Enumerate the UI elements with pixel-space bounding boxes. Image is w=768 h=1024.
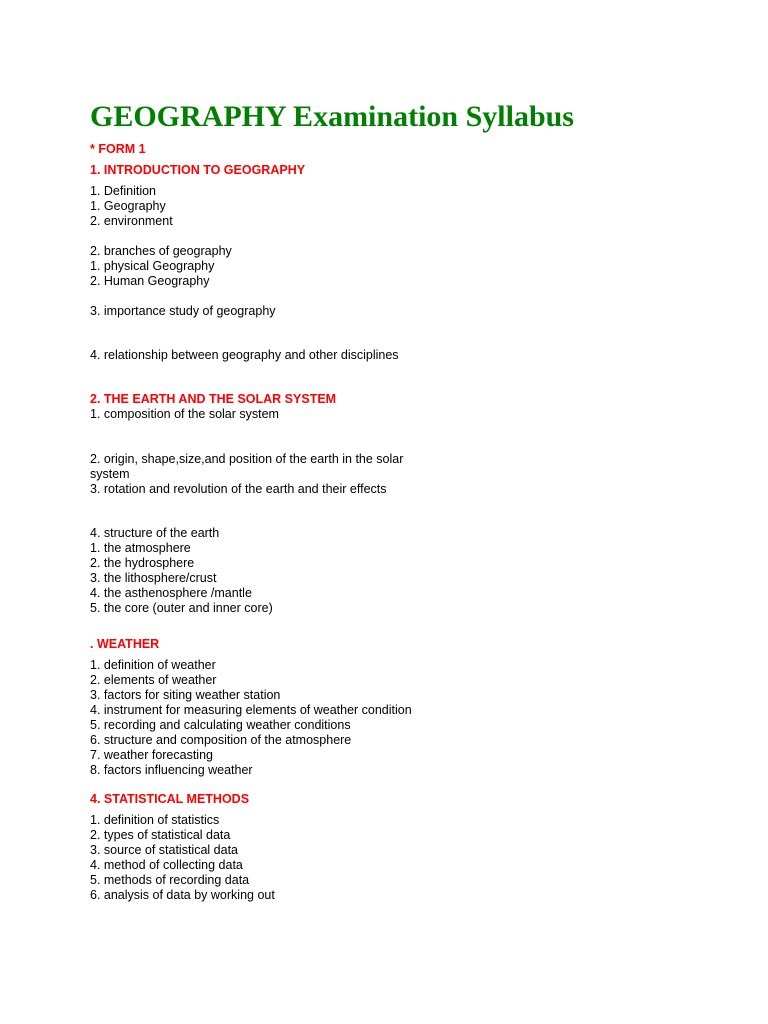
list-item: 4. structure of the earth: [90, 526, 220, 540]
list-item: 3. rotation and revolution of the earth and their effects: [90, 482, 387, 496]
section-heading-weather: . WEATHER: [90, 637, 160, 651]
list-group: [90, 184, 173, 229]
list-item: 1. definition of weather: [90, 658, 216, 672]
list-item: 1. composition of the solar system: [90, 407, 279, 421]
section-heading-introduction: 1. INTRODUCTION TO GEOGRAPHY: [90, 163, 306, 177]
list-item: 1. Definition: [90, 184, 157, 198]
list-item: 4. the asthenosphere /mantle: [90, 586, 252, 600]
list-item: 5. recording and calculating weather conditions: [90, 718, 351, 732]
page-title: GEOGRAPHY Examination Syllabus: [90, 100, 574, 133]
list-group: [90, 244, 232, 289]
list-item: 5. the core (outer and inner core): [90, 601, 273, 615]
list-item: 2. origin, shape,size,and position of the earth in the solar: [90, 452, 404, 466]
list-item: 4. relationship between geography and other disciplines: [90, 348, 399, 362]
list-group: [90, 452, 403, 497]
list-group: [90, 304, 276, 319]
list-item: 3. importance study of geography: [90, 304, 276, 318]
list-item: 6. analysis of data by working out: [90, 888, 275, 902]
list-item: 7. weather forecasting: [90, 748, 213, 762]
list-item: 2. Human Geography: [90, 274, 210, 288]
list-item: 2. branches of geography: [90, 244, 232, 258]
list-item: 3. factors for siting weather station: [90, 688, 281, 702]
list-group: [90, 407, 279, 422]
list-group: [90, 348, 399, 363]
list-group: [90, 526, 273, 616]
list-item: 4. instrument for measuring elements of weather condition: [90, 703, 412, 717]
list-item: 3. the lithosphere/crust: [90, 571, 217, 585]
list-item: 2. types of statistical data: [90, 828, 231, 842]
list-item: 2. elements of weather: [90, 673, 217, 687]
section-heading-statistical-methods: 4. STATISTICAL METHODS: [90, 792, 250, 806]
list-item: 2. environment: [90, 214, 173, 228]
list-item: 1. physical Geography: [90, 259, 215, 273]
list-item: 1. Geography: [90, 199, 166, 213]
list-item: 3. source of statistical data: [90, 843, 238, 857]
list-item: 8. factors influencing weather: [90, 763, 253, 777]
list-group: [90, 813, 275, 903]
list-item: 5. methods of recording data: [90, 873, 250, 887]
list-item: 1. definition of statistics: [90, 813, 220, 827]
list-group: [90, 658, 412, 778]
form-label: * FORM 1: [90, 142, 146, 156]
list-item: system: [90, 467, 130, 481]
list-item: 6. structure and composition of the atmosphere: [90, 733, 352, 747]
list-item: 2. the hydrosphere: [90, 556, 195, 570]
list-item: 4. method of collecting data: [90, 858, 243, 872]
list-item: 1. the atmosphere: [90, 541, 191, 555]
section-heading-earth-solar-system: 2. THE EARTH AND THE SOLAR SYSTEM: [90, 392, 337, 406]
